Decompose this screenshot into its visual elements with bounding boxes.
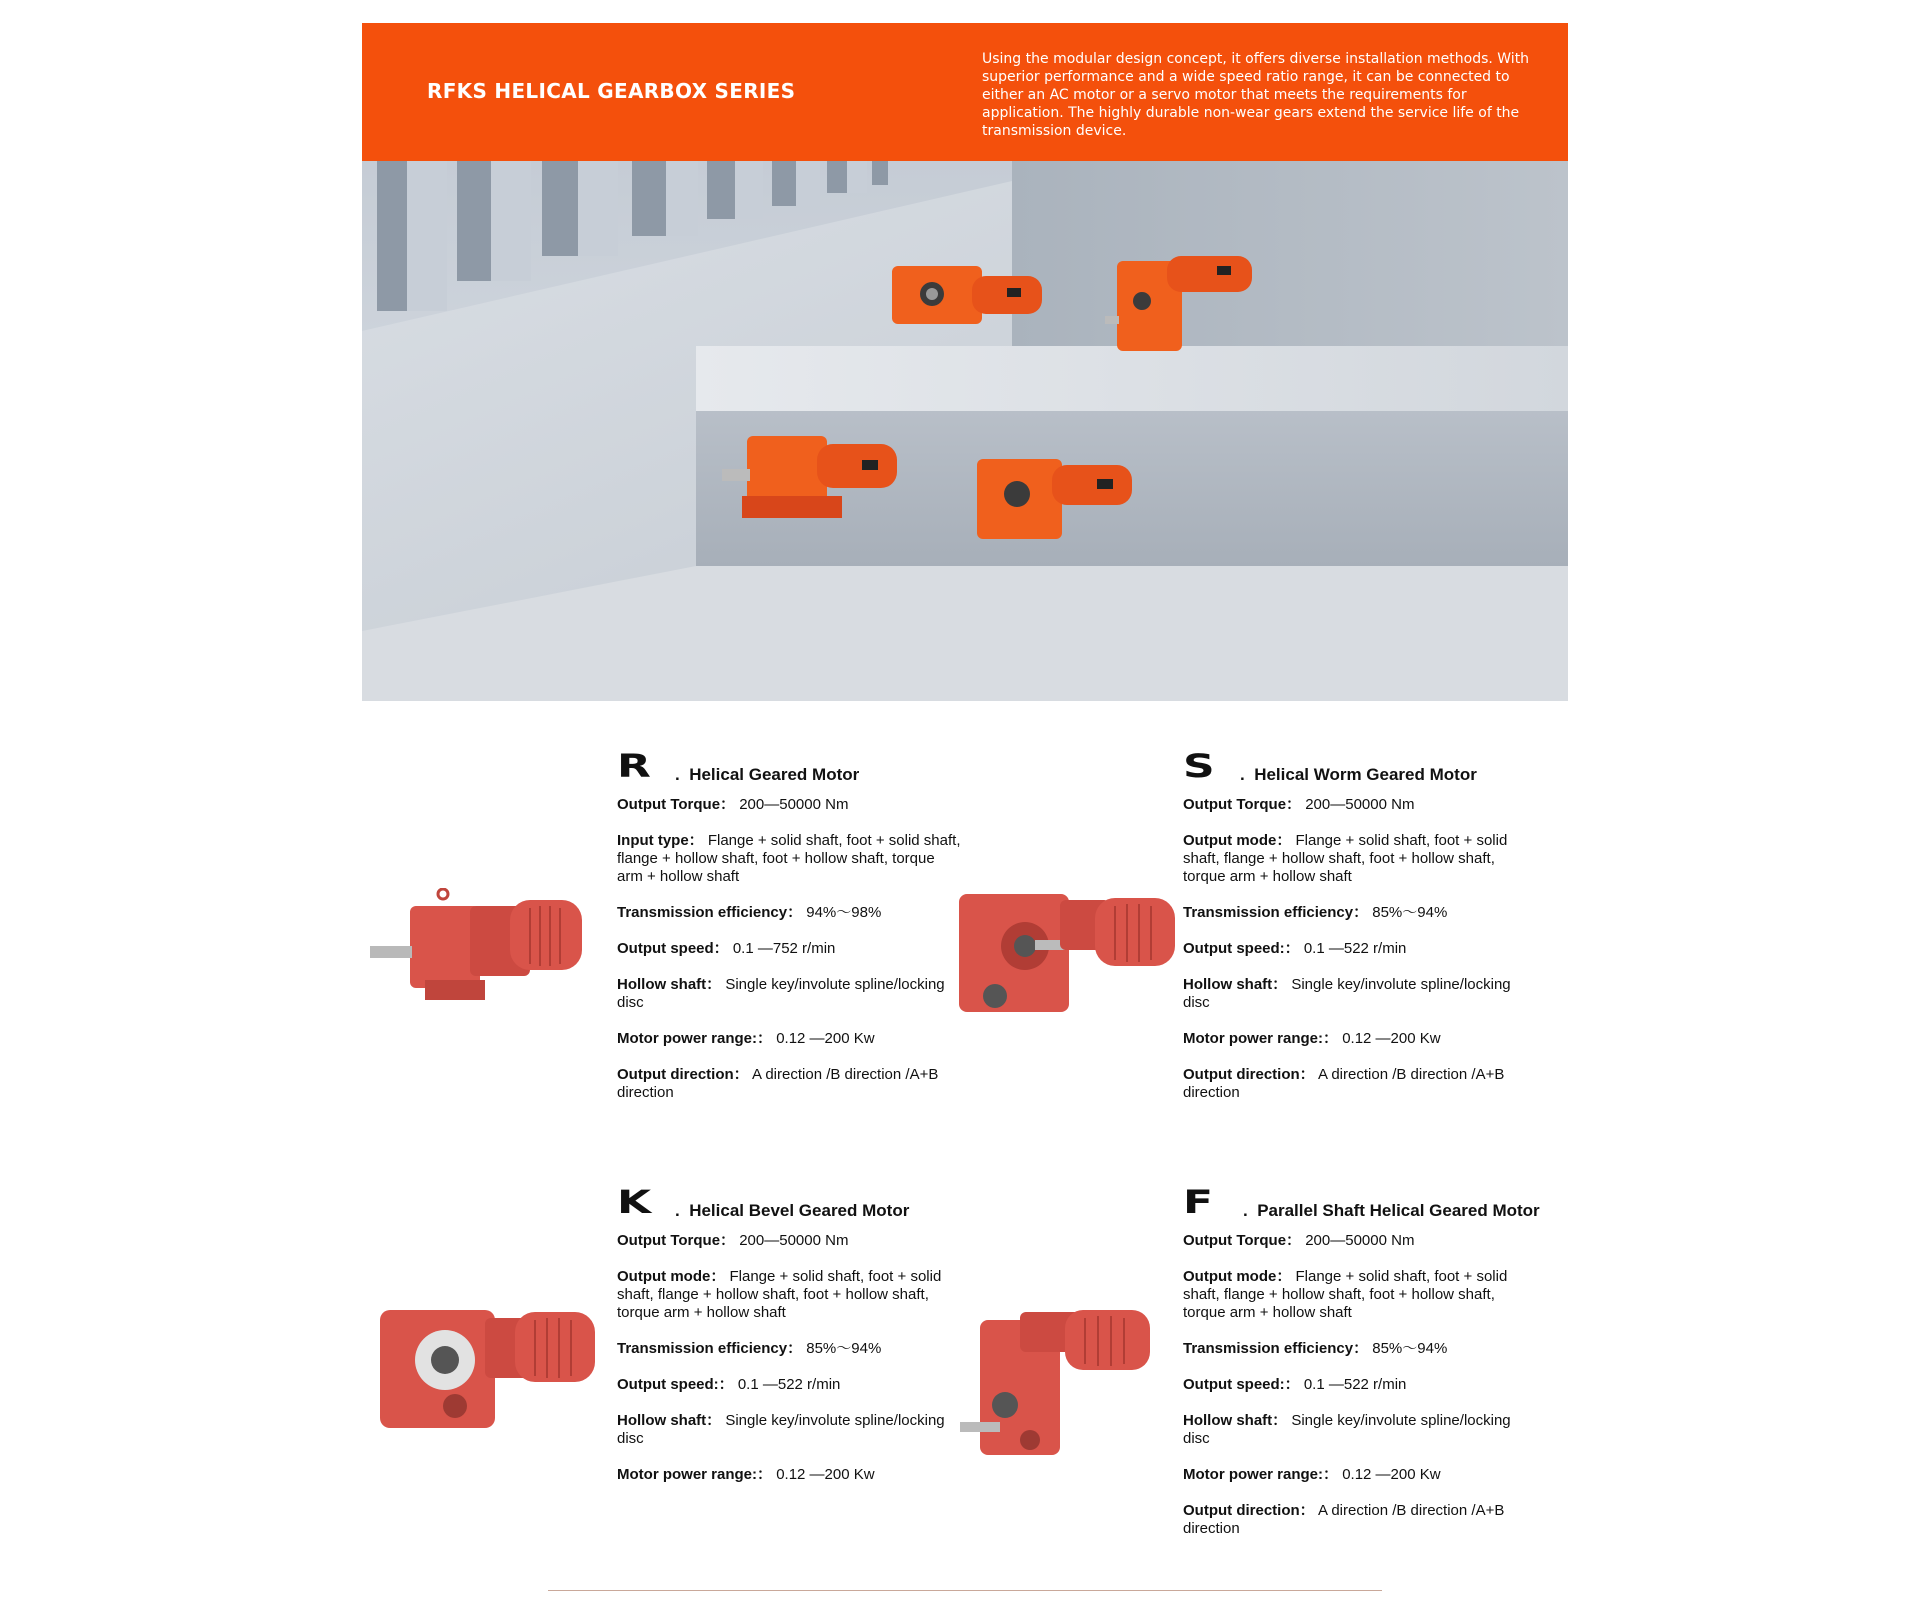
title-dot: . <box>675 1201 680 1220</box>
spec-label: Hollow shaft： <box>1183 976 1288 993</box>
spec-value: 0.1 —522 r/min <box>1303 940 1407 957</box>
series-title: RFKS HELICAL GEARBOX SERIES <box>427 79 796 103</box>
page-content <box>362 23 1568 701</box>
spec-item <box>617 976 962 1012</box>
spec-item <box>1183 1340 1528 1358</box>
spec-value: Flange + solid shaft, foot + solid shaft, flange + hollow shaft, foot + hollow shaft, torque arm + hollow shaft <box>1183 1268 1508 1321</box>
spec-value: Single key/involute spline/locking disc <box>1183 976 1511 1011</box>
spec-label: Output direction： <box>617 1066 749 1083</box>
spec-item <box>1183 796 1528 814</box>
product-letter: K <box>617 1184 654 1221</box>
spec-item <box>617 1340 962 1358</box>
spec-label: Transmission efficiency： <box>1183 1340 1369 1357</box>
spec-item <box>1183 1232 1528 1250</box>
product-title <box>1243 1201 1540 1221</box>
spec-value: Flange + solid shaft, foot + solid shaft, flange + hollow shaft, foot + hollow shaft, torque arm + hollow shaft <box>617 1268 942 1321</box>
spec-item <box>1183 1412 1528 1448</box>
spec-value: Single key/involute spline/locking disc <box>617 1412 945 1447</box>
spec-item <box>1183 976 1528 1012</box>
product-letter: R <box>617 748 653 785</box>
spec-item <box>1183 904 1528 922</box>
title-text: Helical Geared Motor <box>689 765 860 784</box>
spec-value: 0.1 —752 r/min <box>732 940 836 957</box>
product-title <box>675 1201 909 1221</box>
spec-item <box>617 1466 962 1484</box>
spec-value: 0.12 —200 Kw <box>776 1466 875 1483</box>
k-helical-bevel-geared-motor-image <box>375 1300 600 1440</box>
spec-label: Hollow shaft： <box>617 1412 722 1429</box>
s-helical-worm-geared-motor-image <box>955 886 1180 1026</box>
product-title <box>1240 765 1477 785</box>
series-banner <box>362 23 1568 161</box>
spec-label: Output direction： <box>1183 1502 1315 1519</box>
spec-value: 85%～94% <box>1372 904 1448 921</box>
spec-value: 200—50000 Nm <box>1305 796 1415 813</box>
title-text: Helical Bevel Geared Motor <box>689 1201 910 1220</box>
spec-label: Output Torque： <box>617 1232 736 1249</box>
spec-value: 200—50000 Nm <box>1305 1232 1415 1249</box>
spec-label: Input type： <box>617 832 704 849</box>
title-dot: . <box>1240 765 1245 784</box>
spec-item <box>617 1412 962 1448</box>
spec-label: Transmission efficiency： <box>1183 904 1369 921</box>
spec-label: Output Torque： <box>1183 796 1302 813</box>
spec-label: Output speed： <box>617 940 729 957</box>
spec-item <box>1183 832 1528 886</box>
spec-label: Transmission efficiency： <box>617 904 803 921</box>
spec-label: Output direction： <box>1183 1066 1315 1083</box>
title-text: Parallel Shaft Helical Geared Motor <box>1257 1201 1540 1220</box>
spec-label: Output speed:： <box>617 1376 734 1393</box>
spec-label: Hollow shaft： <box>617 976 722 993</box>
spec-item <box>1183 940 1528 958</box>
spec-list <box>1183 796 1528 1120</box>
series-description: Using the modular design concept, it offers diverse installation methods. With superior performance and a wide speed ratio range, it can be connected to either an AC motor or a servo motor that meets the requirements for application. The highly durable non-wear gears extend the service life of the transmission device. <box>982 51 1530 139</box>
title-text: Helical Worm Geared Motor <box>1254 765 1477 784</box>
spec-value: 0.12 —200 Kw <box>776 1030 875 1047</box>
spec-label: Motor power range:： <box>1183 1030 1339 1047</box>
hero-image <box>362 161 1568 701</box>
spec-item <box>1183 1502 1528 1538</box>
product-title <box>675 765 859 785</box>
spec-item <box>1183 1030 1528 1048</box>
spec-item <box>1183 1376 1528 1394</box>
spec-value: 0.1 —522 r/min <box>737 1376 841 1393</box>
spec-value: 0.12 —200 Kw <box>1342 1030 1441 1047</box>
r-helical-geared-motor-image <box>365 888 595 1028</box>
spec-label: Output mode： <box>617 1268 726 1285</box>
spec-value: 0.12 —200 Kw <box>1342 1466 1441 1483</box>
spec-item <box>1183 1268 1528 1322</box>
spec-value: 200—50000 Nm <box>739 796 849 813</box>
spec-item <box>1183 1466 1528 1484</box>
f-parallel-shaft-helical-geared-motor-image <box>960 1300 1160 1460</box>
spec-list <box>617 1232 962 1502</box>
spec-value: 94%～98% <box>806 904 882 921</box>
spec-label: Output speed:： <box>1183 940 1300 957</box>
spec-item <box>617 940 962 958</box>
spec-value: A direction /B direction /A+B direction <box>1183 1502 1505 1537</box>
spec-value: Flange + solid shaft, foot + solid shaft, flange + hollow shaft, foot + hollow shaft, torque arm + hollow shaft <box>617 832 961 885</box>
title-dot: . <box>675 765 680 784</box>
spec-item <box>617 832 962 886</box>
title-dot: . <box>1243 1201 1248 1220</box>
spec-label: Motor power range:： <box>1183 1466 1339 1483</box>
spec-label: Output mode： <box>1183 1268 1292 1285</box>
product-letter: F <box>1183 1184 1216 1221</box>
spec-value: 85%～94% <box>1372 1340 1448 1357</box>
spec-value: 85%～94% <box>806 1340 882 1357</box>
spec-value: A direction /B direction /A+B direction <box>617 1066 939 1101</box>
spec-label: Motor power range:： <box>617 1030 773 1047</box>
spec-value: 200—50000 Nm <box>739 1232 849 1249</box>
footer-divider <box>548 1590 1382 1591</box>
spec-label: Motor power range:： <box>617 1466 773 1483</box>
spec-item <box>617 796 962 814</box>
spec-item <box>617 1232 962 1250</box>
spec-item <box>1183 1066 1528 1102</box>
spec-value: 0.1 —522 r/min <box>1303 1376 1407 1393</box>
spec-item <box>617 1066 962 1102</box>
spec-label: Output Torque： <box>617 796 736 813</box>
spec-label: Hollow shaft： <box>1183 1412 1288 1429</box>
spec-value: Single key/involute spline/locking disc <box>1183 1412 1511 1447</box>
spec-label: Output Torque： <box>1183 1232 1302 1249</box>
spec-label: Transmission efficiency： <box>617 1340 803 1357</box>
spec-value: Flange + solid shaft, foot + solid shaft, flange + hollow shaft, foot + hollow shaft, torque arm + hollow shaft <box>1183 832 1508 885</box>
spec-value: A direction /B direction /A+B direction <box>1183 1066 1505 1101</box>
spec-item <box>617 904 962 922</box>
spec-label: Output speed:： <box>1183 1376 1300 1393</box>
spec-list <box>617 796 962 1120</box>
spec-item <box>617 1268 962 1322</box>
hero-scene-illustration <box>362 161 1568 701</box>
spec-list <box>1183 1232 1528 1556</box>
spec-item <box>617 1376 962 1394</box>
spec-item <box>617 1030 962 1048</box>
product-letter: S <box>1183 748 1217 785</box>
spec-label: Output mode： <box>1183 832 1292 849</box>
spec-value: Single key/involute spline/locking disc <box>617 976 945 1011</box>
